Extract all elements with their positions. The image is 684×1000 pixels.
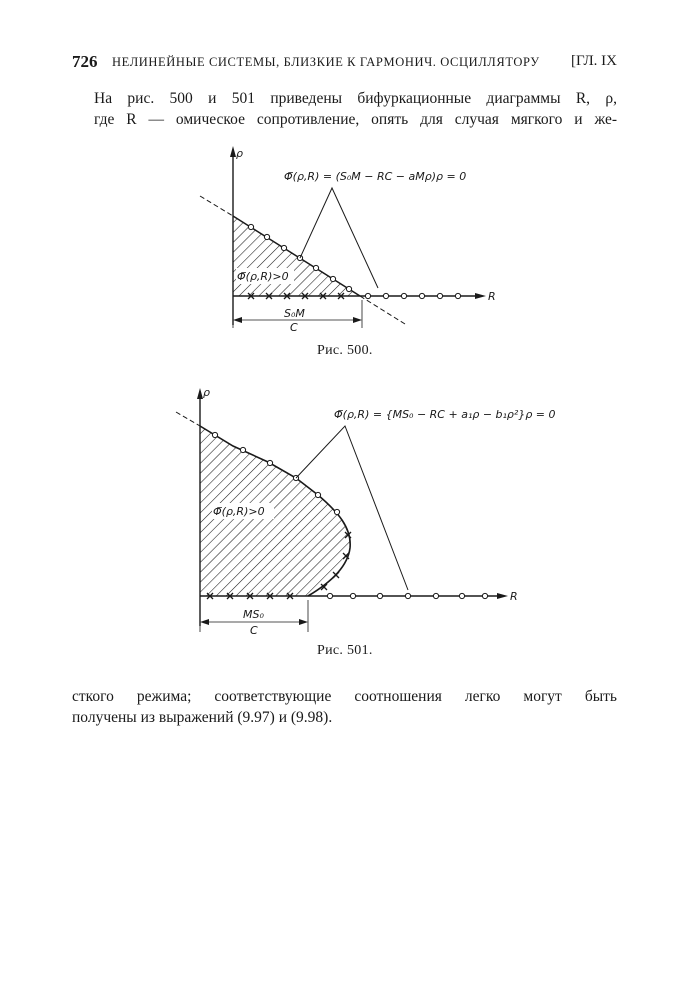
running-title: НЕЛИНЕЙНЫЕ СИСТЕМЫ, БЛИЗКИЕ К ГАРМОНИЧ. ОСЦИЛЛЯТОРУ <box>112 55 540 69</box>
figure-501-caption: Рис. 501. <box>317 643 373 658</box>
paragraph-intro-line-1: На рис. 500 и 501 приведены бифуркационные диаграммы R, ρ, <box>94 90 617 107</box>
region-label: Φ̄(ρ,R)>0 <box>237 270 289 283</box>
x-axis-arrow-icon <box>497 593 508 599</box>
dimension-arrow-left-icon <box>200 619 209 625</box>
curve-formula-label: Φ̄(ρ,R) = (S₀M − RC − aMρ)ρ = 0 <box>284 170 467 183</box>
axis-stable-markers <box>327 593 487 598</box>
y-axis-label: ρ <box>236 147 243 160</box>
dimension-denominator: C <box>290 321 298 334</box>
dimension-denominator: C <box>250 624 258 637</box>
page-number: 726 <box>72 52 98 71</box>
bifurcation-curve-extension <box>176 412 200 426</box>
curve-formula-label: Φ̄(ρ,R) = {MS₀ − RC + a₁ρ − b₁ρ²}ρ = 0 <box>334 408 556 421</box>
x-axis-label: R <box>488 290 496 303</box>
dimension-numerator: MS₀ <box>243 608 264 621</box>
paragraph-intro-line-2: где R — омическое сопротивление, опять для случая мягкого и же- <box>94 111 617 128</box>
figure-500-caption: Рис. 500. <box>317 343 373 358</box>
paragraph-conclusion-line-1: сткого режима; соответствующие соотношения легко могут быть <box>72 688 617 705</box>
x-axis-label: R <box>510 590 518 603</box>
region-label: Φ̄(ρ,R)>0 <box>213 505 265 518</box>
paragraph-conclusion <box>72 686 617 728</box>
paragraph-conclusion-line-2: получены из выражений (9.97) и (9.98). <box>72 709 333 726</box>
dimension-numerator: S₀M <box>284 307 305 320</box>
chapter-marker: [ГЛ. IX <box>570 53 617 69</box>
y-axis-label: ρ <box>203 386 210 399</box>
dimension-arrow-right-icon <box>299 619 308 625</box>
